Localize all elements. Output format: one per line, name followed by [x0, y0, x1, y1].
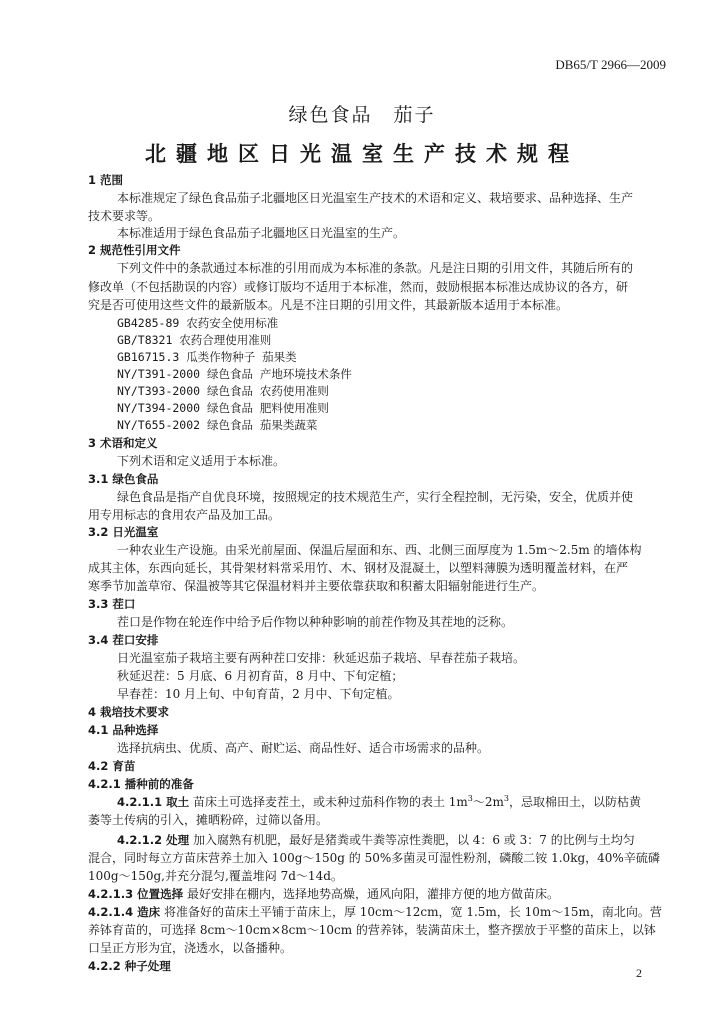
paragraph: 秋延迟茬：5 月底、6 月初育苗，8 月中、下旬定植；: [117, 669, 404, 683]
superscript: 3: [503, 794, 509, 803]
section-4-2-1-heading: 4.2.1 播种前的准备: [88, 777, 194, 791]
subclause-label: 4.2.1.1 取土: [117, 795, 190, 809]
paragraph: 日光温室茄子栽培主要有两种茬口安排：秋延迟茄子栽培、早春茬茄子栽培。: [117, 651, 526, 665]
reference-item: GB16715.3 瓜类作物种子 茄果类: [117, 350, 297, 364]
section-3-3-heading: 3.3 茬口: [88, 597, 136, 611]
paragraph: 混合，同时每立方苗床营养土加入 100g～150g 的 50%多菌灵可湿性粉剂，磷酸二铵 1.0kg，40%辛硫磷: [88, 851, 660, 865]
paragraph: 下列文件中的条款通过本标准的引用而成为本标准的条款。凡是注日期的引用文件，其随后所有的: [117, 261, 634, 275]
text: 将准备好的苗床土平铺于苗床上，厚 10cm～12cm，宽 1.5m，长 10m～15m，南北向。营: [163, 905, 662, 919]
section-4-1-heading: 4.1 品种选择: [88, 723, 159, 737]
section-2-heading: 2 规范性引用文件: [88, 243, 181, 257]
reference-item: NY/T393-2000 绿色食品 农药使用准则: [117, 384, 329, 398]
section-1-heading: 1 范围: [88, 173, 124, 187]
reference-item: NY/T394-2000 绿色食品 肥料使用准则: [117, 401, 329, 415]
subclause-label: 4.2.1.4 造床: [88, 905, 161, 919]
section-4-2-heading: 4.2 育苗: [88, 759, 136, 773]
paragraph: 100g～150g,并充分混匀,覆盖堆闷 7d～14d。: [88, 869, 343, 883]
title-line-2: 北疆地区日光温室生产技术规程: [145, 142, 579, 166]
paragraph: 成其主体，东西向延长，其骨架材料常采用竹、木、钢材及混凝土，以塑料薄膜为透明覆盖材料，在严: [88, 561, 629, 575]
section-3-heading: 3 术语和定义: [88, 436, 158, 450]
reference-item: NY/T655-2002 绿色食品 茄果类蔬菜: [117, 418, 318, 432]
section-3-2-heading: 3.2 日光温室: [88, 525, 159, 539]
reference-item: GB/T8321 农药合理使用准则: [117, 333, 272, 347]
section-3-4-heading: 3.4 茬口安排: [88, 633, 159, 647]
paragraph: 本标准适用于绿色食品茄子北疆地区日光温室的生产。: [117, 226, 406, 240]
paragraph: 绿色食品是指产自优良环境，按照规定的技术规范生产，实行全程控制，无污染，安全，优质并使: [117, 490, 634, 504]
paragraph: 究是否可使用这些文件的最新版本。凡是不注日期的引用文件，其最新版本适用于本标准。: [88, 298, 569, 312]
section-3-1-heading: 3.1 绿色食品: [88, 472, 159, 486]
text: ，忌取棉田土，以防枯黄: [509, 795, 642, 809]
paragraph: [117, 830, 635, 850]
paragraph: 技术要求等。: [88, 209, 161, 223]
reference-item: GB4285-89 农药安全使用标准: [117, 316, 279, 330]
paragraph: 茬口是作物在轮连作中给予后作物以种种影响的前茬作物及其茬地的泛称。: [117, 615, 514, 629]
title-line-1: 绿色食品 茄子: [288, 104, 436, 126]
subclause-label: 4.2.1.2 处理: [117, 833, 190, 847]
section-4-2-2-heading: 4.2.2 种子处理: [88, 959, 171, 973]
paragraph: 养钵育苗的，可选择 8cm～10cm×8cm～10cm 的营养钵，装满苗床土，整齐摆放于平整的苗床上，以钵: [88, 923, 656, 937]
paragraph: [88, 902, 662, 922]
paragraph: 本标准规定了绿色食品茄子北疆地区日光温室生产技术的术语和定义、栽培要求、品种选择、生产: [117, 191, 634, 205]
paragraph: 用专用标志的食用农产品及加工品。: [88, 508, 281, 522]
paragraph: [88, 884, 559, 904]
section-4-heading: 4 栽培技术要求: [88, 705, 170, 719]
paragraph: 萎等土传病的引入，摊晒粉碎，过筛以备用。: [88, 813, 329, 827]
paragraph: [117, 792, 641, 812]
page-number: 2: [636, 966, 642, 980]
superscript: 3: [467, 794, 473, 803]
paragraph: 口呈正方形为宜，浇透水，以备播种。: [88, 941, 293, 955]
paragraph: 一种农业生产设施。由采光前屋面、保温后屋面和东、西、北侧三面厚度为 1.5m～2.5m 的墙体构: [117, 543, 642, 557]
reference-item: NY/T391-2000 绿色食品 产地环境技术条件: [117, 367, 352, 381]
paragraph: 修改单（不包括勘误的内容）或修订版均不适用于本标准，然而，鼓励根据本标准达成协议的各方，研: [88, 280, 629, 294]
text: 最好安排在棚内，选择地势高燥，通风向阳，灌排方便的地方做苗床。: [186, 887, 559, 901]
paragraph: 寒季节加盖草帘、保温被等其它保温材料并主要依靠获取和积蓄太阳辐射能进行生产。: [88, 579, 545, 593]
paragraph: 早春茬：10 月上旬、中旬育苗，2 月中、下旬定植。: [117, 687, 400, 701]
paragraph: 选择抗病虫、优质、高产、耐贮运、商品性好、适合市场需求的品种。: [117, 741, 490, 755]
paragraph: 下列术语和定义适用于本标准。: [117, 454, 286, 468]
text: ～2m: [472, 795, 504, 809]
standard-code: DB65/T 2966—2009: [555, 57, 666, 72]
subclause-label: 4.2.1.3 位置选择: [88, 887, 184, 901]
text: 加入腐熟有机肥，最好是猪粪或牛粪等凉性粪肥，以 4：6 或 3：7 的比例与土均匀: [192, 833, 635, 847]
text: 苗床土可选择麦茬土，或未种过茄科作物的表土 1m: [192, 795, 468, 809]
